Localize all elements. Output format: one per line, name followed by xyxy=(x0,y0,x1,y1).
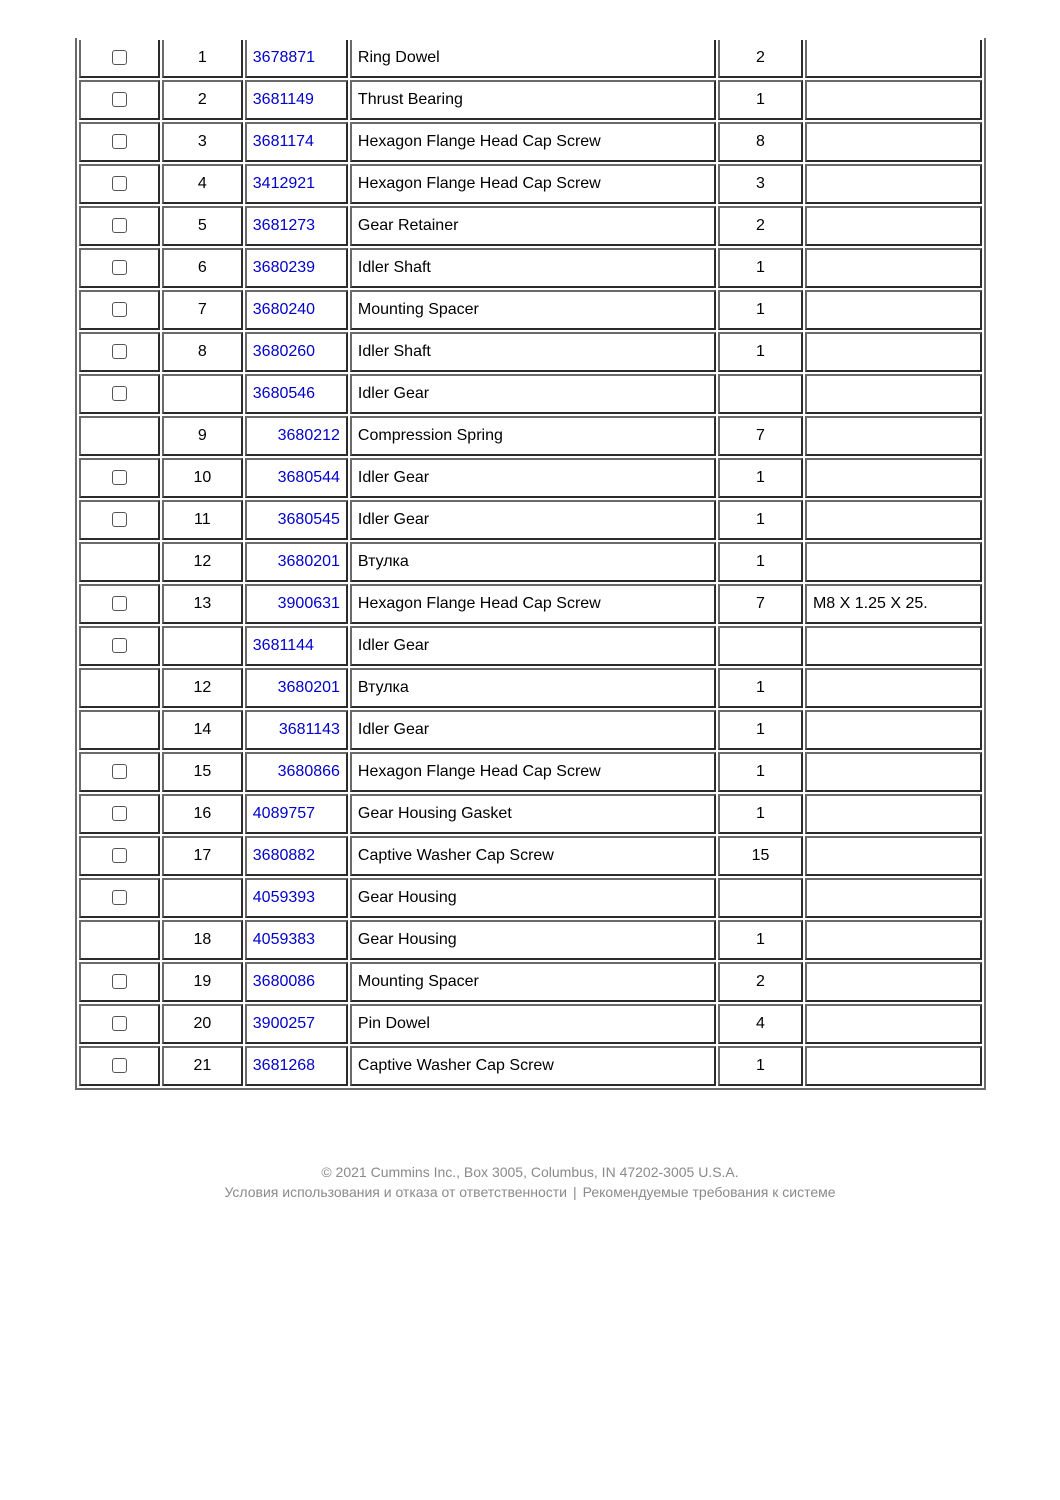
ref-number-cell xyxy=(162,878,243,918)
table-row xyxy=(79,458,982,498)
remarks-cell xyxy=(805,206,982,246)
part-number-cell xyxy=(245,668,348,708)
table-row xyxy=(79,878,982,918)
select-cell xyxy=(79,416,160,456)
part-number-link[interactable]: 3680086 xyxy=(252,973,316,990)
footer-links xyxy=(0,1182,1060,1202)
select-checkbox[interactable] xyxy=(112,386,127,401)
select-cell xyxy=(79,878,160,918)
parts-list-body xyxy=(79,40,982,1086)
ref-number-cell: 4 xyxy=(162,164,243,204)
quantity-cell: 1 xyxy=(718,80,803,120)
table-row xyxy=(79,626,982,666)
remarks-cell xyxy=(805,668,982,708)
ref-number-cell xyxy=(162,626,243,666)
select-checkbox[interactable] xyxy=(112,638,127,653)
remarks-cell xyxy=(805,794,982,834)
table-row xyxy=(79,206,982,246)
table-row xyxy=(79,164,982,204)
select-cell xyxy=(79,668,160,708)
quantity-cell: 2 xyxy=(718,40,803,78)
part-number-cell xyxy=(245,710,348,750)
table-row xyxy=(79,584,982,624)
ref-number-cell: 11 xyxy=(162,500,243,540)
part-number-link[interactable]: 3681144 xyxy=(252,637,314,654)
part-number-cell xyxy=(245,962,348,1002)
description-cell: Gear Retainer xyxy=(350,206,716,246)
ref-number-cell xyxy=(162,374,243,414)
select-cell xyxy=(79,542,160,582)
select-cell xyxy=(79,836,160,876)
quantity-cell: 1 xyxy=(718,290,803,330)
quantity-cell: 1 xyxy=(718,710,803,750)
description-cell: Gear Housing xyxy=(350,920,716,960)
select-cell xyxy=(79,962,160,1002)
table-row xyxy=(79,290,982,330)
part-number-link[interactable]: 3678871 xyxy=(252,49,316,66)
table-row xyxy=(79,500,982,540)
quantity-cell: 7 xyxy=(718,584,803,624)
ref-number-cell: 18 xyxy=(162,920,243,960)
select-checkbox[interactable] xyxy=(112,92,127,107)
table-row xyxy=(79,836,982,876)
part-number-link[interactable]: 3681143 xyxy=(278,721,340,738)
select-checkbox[interactable] xyxy=(112,1016,127,1031)
part-number-link[interactable]: 4089757 xyxy=(252,805,316,822)
select-checkbox[interactable] xyxy=(112,596,127,611)
part-number-cell xyxy=(245,878,348,918)
ref-number-cell: 16 xyxy=(162,794,243,834)
ref-number-cell: 9 xyxy=(162,416,243,456)
quantity-cell xyxy=(718,374,803,414)
remarks-cell xyxy=(805,920,982,960)
table-row xyxy=(79,416,982,456)
part-number-link[interactable]: 3680239 xyxy=(252,259,316,276)
part-number-link[interactable]: 4059383 xyxy=(252,931,316,948)
part-number-link[interactable]: 3681149 xyxy=(252,91,314,108)
remarks-cell xyxy=(805,1004,982,1044)
quantity-cell: 7 xyxy=(718,416,803,456)
part-number-cell xyxy=(245,1046,348,1086)
ref-number-cell: 7 xyxy=(162,290,243,330)
remarks-cell xyxy=(805,500,982,540)
part-number-cell xyxy=(245,80,348,120)
table-row xyxy=(79,40,982,78)
table-row xyxy=(79,1046,982,1086)
part-number-link[interactable]: 3680866 xyxy=(277,763,340,780)
ref-number-cell: 12 xyxy=(162,542,243,582)
quantity-cell: 3 xyxy=(718,164,803,204)
table-row xyxy=(79,920,982,960)
remarks-cell xyxy=(805,290,982,330)
part-number-cell xyxy=(245,122,348,162)
select-cell xyxy=(79,332,160,372)
select-cell xyxy=(79,80,160,120)
description-cell: Idler Shaft xyxy=(350,332,716,372)
select-checkbox[interactable] xyxy=(112,470,127,485)
copyright-text: © 2021 Cummins Inc., Box 3005, Columbus, IN 47202-3005 U.S.A. xyxy=(321,1164,739,1180)
select-cell xyxy=(79,500,160,540)
select-cell xyxy=(79,458,160,498)
select-checkbox[interactable] xyxy=(112,134,127,149)
select-cell xyxy=(79,290,160,330)
ref-number-cell: 8 xyxy=(162,332,243,372)
table-row xyxy=(79,962,982,1002)
remarks-cell xyxy=(805,122,982,162)
part-number-cell xyxy=(245,332,348,372)
description-cell: Captive Washer Cap Screw xyxy=(350,1046,716,1086)
part-number-cell xyxy=(245,584,348,624)
quantity-cell: 4 xyxy=(718,1004,803,1044)
system-requirements-link[interactable]: Рекомендуемые требования к системе xyxy=(582,1184,836,1200)
description-cell: Hexagon Flange Head Cap Screw xyxy=(350,752,716,792)
select-checkbox[interactable] xyxy=(112,344,127,359)
part-number-link[interactable]: 3680546 xyxy=(252,385,316,402)
select-cell xyxy=(79,626,160,666)
part-number-link[interactable]: 3680240 xyxy=(252,301,316,318)
table-row xyxy=(79,374,982,414)
table-row xyxy=(79,332,982,372)
part-number-link[interactable]: 3680545 xyxy=(277,511,340,528)
remarks-cell xyxy=(805,374,982,414)
table-row xyxy=(79,668,982,708)
select-checkbox[interactable] xyxy=(112,260,127,275)
select-checkbox[interactable] xyxy=(112,806,127,821)
select-cell xyxy=(79,248,160,288)
ref-number-cell: 3 xyxy=(162,122,243,162)
select-checkbox[interactable] xyxy=(112,1058,127,1073)
remarks-cell xyxy=(805,878,982,918)
part-number-link[interactable]: 3900631 xyxy=(277,595,340,612)
part-number-cell xyxy=(245,752,348,792)
table-row xyxy=(79,710,982,750)
select-checkbox[interactable] xyxy=(112,890,127,905)
part-number-cell xyxy=(245,458,348,498)
remarks-cell xyxy=(805,710,982,750)
select-checkbox[interactable] xyxy=(112,50,127,65)
quantity-cell: 1 xyxy=(718,500,803,540)
select-cell xyxy=(79,374,160,414)
part-number-cell xyxy=(245,290,348,330)
select-cell xyxy=(79,794,160,834)
quantity-cell: 1 xyxy=(718,920,803,960)
quantity-cell: 8 xyxy=(718,122,803,162)
select-cell xyxy=(79,752,160,792)
table-row xyxy=(79,248,982,288)
description-cell: Idler Gear xyxy=(350,710,716,750)
description-cell: Hexagon Flange Head Cap Screw xyxy=(350,122,716,162)
part-number-cell xyxy=(245,794,348,834)
description-cell: Idler Shaft xyxy=(350,248,716,288)
remarks-cell: M8 X 1.25 X 25. xyxy=(805,584,982,624)
terms-link[interactable]: Условия использования и отказа от ответственности xyxy=(224,1184,567,1200)
description-cell: Mounting Spacer xyxy=(350,962,716,1002)
select-checkbox[interactable] xyxy=(112,176,127,191)
select-checkbox[interactable] xyxy=(112,512,127,527)
part-number-link[interactable]: 3681273 xyxy=(252,217,316,234)
select-checkbox[interactable] xyxy=(112,974,127,989)
part-number-link[interactable]: 3900257 xyxy=(252,1015,316,1032)
quantity-cell: 1 xyxy=(718,752,803,792)
select-checkbox[interactable] xyxy=(112,848,127,863)
select-cell xyxy=(79,122,160,162)
table-row xyxy=(79,80,982,120)
select-checkbox[interactable] xyxy=(112,764,127,779)
part-number-cell xyxy=(245,206,348,246)
select-cell xyxy=(79,164,160,204)
table-row xyxy=(79,1004,982,1044)
table-row xyxy=(79,542,982,582)
table-row xyxy=(79,122,982,162)
part-number-link[interactable]: 3680882 xyxy=(252,847,316,864)
part-number-cell xyxy=(245,542,348,582)
part-number-cell xyxy=(245,836,348,876)
description-cell: Hexagon Flange Head Cap Screw xyxy=(350,164,716,204)
quantity-cell: 1 xyxy=(718,542,803,582)
remarks-cell xyxy=(805,1046,982,1086)
ref-number-cell: 2 xyxy=(162,80,243,120)
description-cell: Pin Dowel xyxy=(350,1004,716,1044)
select-cell xyxy=(79,40,160,78)
select-checkbox[interactable] xyxy=(112,218,127,233)
remarks-cell xyxy=(805,962,982,1002)
part-number-link[interactable]: 3681174 xyxy=(252,133,314,150)
ref-number-cell: 14 xyxy=(162,710,243,750)
part-number-link[interactable]: 3680201 xyxy=(277,679,340,696)
ref-number-cell: 1 xyxy=(162,40,243,78)
quantity-cell: 1 xyxy=(718,668,803,708)
part-number-link[interactable]: 3680544 xyxy=(277,469,340,486)
description-cell: Mounting Spacer xyxy=(350,290,716,330)
ref-number-cell: 19 xyxy=(162,962,243,1002)
quantity-cell: 2 xyxy=(718,962,803,1002)
part-number-cell xyxy=(245,920,348,960)
remarks-cell xyxy=(805,248,982,288)
description-cell: Compression Spring xyxy=(350,416,716,456)
description-cell: Thrust Bearing xyxy=(350,80,716,120)
ref-number-cell: 17 xyxy=(162,836,243,876)
description-cell: Captive Washer Cap Screw xyxy=(350,836,716,876)
remarks-cell xyxy=(805,542,982,582)
part-number-link[interactable]: 3412921 xyxy=(252,175,316,192)
part-number-link[interactable]: 3680201 xyxy=(277,553,340,570)
quantity-cell xyxy=(718,878,803,918)
description-cell: Idler Gear xyxy=(350,458,716,498)
ref-number-cell: 15 xyxy=(162,752,243,792)
description-cell: Idler Gear xyxy=(350,626,716,666)
select-cell xyxy=(79,920,160,960)
select-cell xyxy=(79,710,160,750)
footer-separator: | xyxy=(573,1184,577,1200)
part-number-cell xyxy=(245,248,348,288)
ref-number-cell: 13 xyxy=(162,584,243,624)
part-number-cell xyxy=(245,500,348,540)
part-number-link[interactable]: 3680260 xyxy=(252,343,316,360)
quantity-cell: 1 xyxy=(718,458,803,498)
part-number-cell xyxy=(245,1004,348,1044)
description-cell: Втулка xyxy=(350,542,716,582)
select-cell xyxy=(79,584,160,624)
page-footer xyxy=(0,1162,1060,1202)
ref-number-cell: 5 xyxy=(162,206,243,246)
select-cell xyxy=(79,1046,160,1086)
remarks-cell xyxy=(805,836,982,876)
description-cell: Hexagon Flange Head Cap Screw xyxy=(350,584,716,624)
part-number-cell xyxy=(245,626,348,666)
select-cell xyxy=(79,1004,160,1044)
ref-number-cell: 21 xyxy=(162,1046,243,1086)
part-number-link[interactable]: 4059393 xyxy=(252,889,316,906)
select-checkbox[interactable] xyxy=(112,302,127,317)
quantity-cell xyxy=(718,626,803,666)
description-cell: Idler Gear xyxy=(350,500,716,540)
select-cell xyxy=(79,206,160,246)
remarks-cell xyxy=(805,416,982,456)
ref-number-cell: 6 xyxy=(162,248,243,288)
quantity-cell: 1 xyxy=(718,1046,803,1086)
ref-number-cell: 12 xyxy=(162,668,243,708)
table-row xyxy=(79,752,982,792)
remarks-cell xyxy=(805,164,982,204)
part-number-link[interactable]: 3680212 xyxy=(277,427,340,444)
table-row xyxy=(79,794,982,834)
quantity-cell: 1 xyxy=(718,248,803,288)
quantity-cell: 2 xyxy=(718,206,803,246)
part-number-cell xyxy=(245,416,348,456)
part-number-cell xyxy=(245,164,348,204)
parts-list-table xyxy=(75,38,986,1090)
description-cell: Ring Dowel xyxy=(350,40,716,78)
description-cell: Втулка xyxy=(350,668,716,708)
ref-number-cell: 10 xyxy=(162,458,243,498)
quantity-cell: 1 xyxy=(718,332,803,372)
remarks-cell xyxy=(805,80,982,120)
remarks-cell xyxy=(805,458,982,498)
description-cell: Gear Housing Gasket xyxy=(350,794,716,834)
description-cell: Idler Gear xyxy=(350,374,716,414)
quantity-cell: 15 xyxy=(718,836,803,876)
part-number-cell xyxy=(245,40,348,78)
remarks-cell xyxy=(805,626,982,666)
quantity-cell: 1 xyxy=(718,794,803,834)
remarks-cell xyxy=(805,752,982,792)
remarks-cell xyxy=(805,332,982,372)
part-number-link[interactable]: 3681268 xyxy=(252,1057,316,1074)
ref-number-cell: 20 xyxy=(162,1004,243,1044)
part-number-cell xyxy=(245,374,348,414)
description-cell: Gear Housing xyxy=(350,878,716,918)
remarks-cell xyxy=(805,40,982,78)
